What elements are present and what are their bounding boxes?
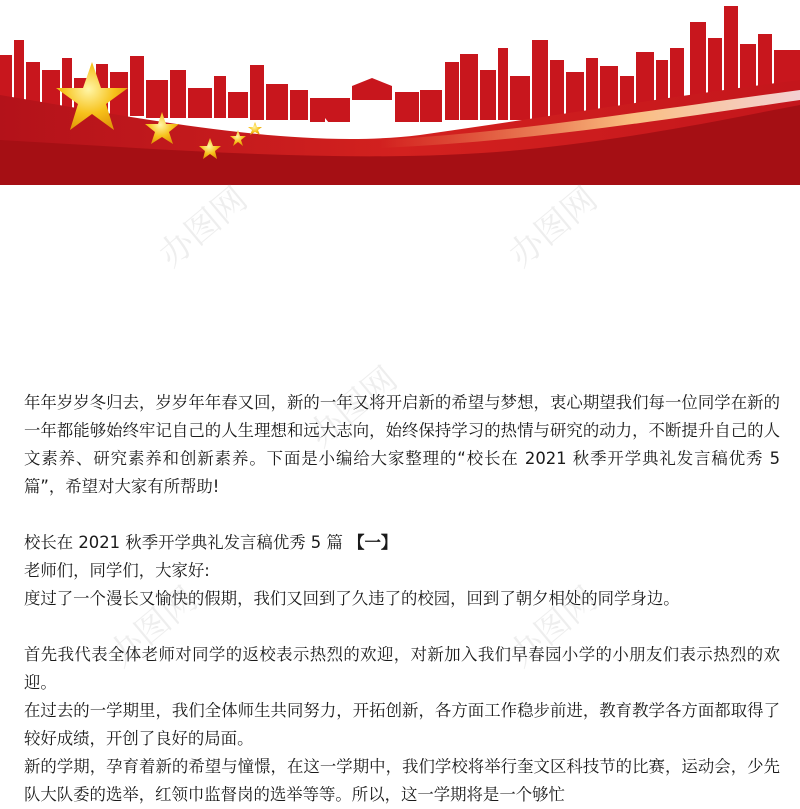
body-paragraph: 首先我代表全体老师对同学的返校表示热烈的欢迎，对新加入我们早春园小学的小朋友们表示热烈的欢迎。 bbox=[24, 645, 780, 692]
paragraph-gap bbox=[24, 501, 780, 529]
watermark: 办图网 bbox=[101, 579, 206, 676]
section-heading-text: 校长在 2021 秋季开学典礼发言稿优秀 5 篇 bbox=[24, 533, 343, 552]
body-paragraph: 度过了一个漫长又愉快的假期，我们又回到了久违了的校园，回到了朝夕相处的同学身边。 bbox=[24, 589, 680, 608]
body-paragraph: 新的学期，孕育着新的希望与憧憬，在这一学期中，我们学校将举行奎文区科技节的比赛，运动会，少先队大队委的选举，红领巾监督岗的选举等等。所以，这一学期将是一个够忙 bbox=[24, 757, 780, 804]
section-marker: 【一】 bbox=[348, 533, 398, 552]
watermark: 办图网 bbox=[301, 359, 406, 456]
body-paragraph: 在过去的一学期里，我们全体师生共同努力，开拓创新，各方面工作稳步前进，教育教学各方面都取得了较好成绩，开创了良好的局面。 bbox=[24, 701, 780, 748]
document-body bbox=[24, 389, 780, 809]
city-skyline-illustration bbox=[0, 0, 800, 185]
watermark: 办图网 bbox=[501, 579, 606, 676]
watermark: 办图网 bbox=[501, 179, 606, 276]
intro-paragraph: 年年岁岁冬归去，岁岁年年春又回，新的一年又将开启新的希望与梦想，衷心期望我们每一位同学在新的一年都能够始终牢记自己的人生理想和远大志向，始终保持学习的热情与研究的动力，不断提升自己的人文素养、研究素养和创新素养。下面是小编给大家整理的“校长在 2021 秋季开学典礼发言稿优秀 5 篇”，希望对大家有所帮助! bbox=[24, 393, 780, 496]
header-banner bbox=[0, 0, 800, 185]
watermark: 办图网 bbox=[151, 179, 256, 276]
paragraph-gap bbox=[24, 613, 780, 641]
body-paragraph: 老师们，同学们，大家好: bbox=[24, 561, 210, 580]
section-heading bbox=[24, 529, 780, 557]
